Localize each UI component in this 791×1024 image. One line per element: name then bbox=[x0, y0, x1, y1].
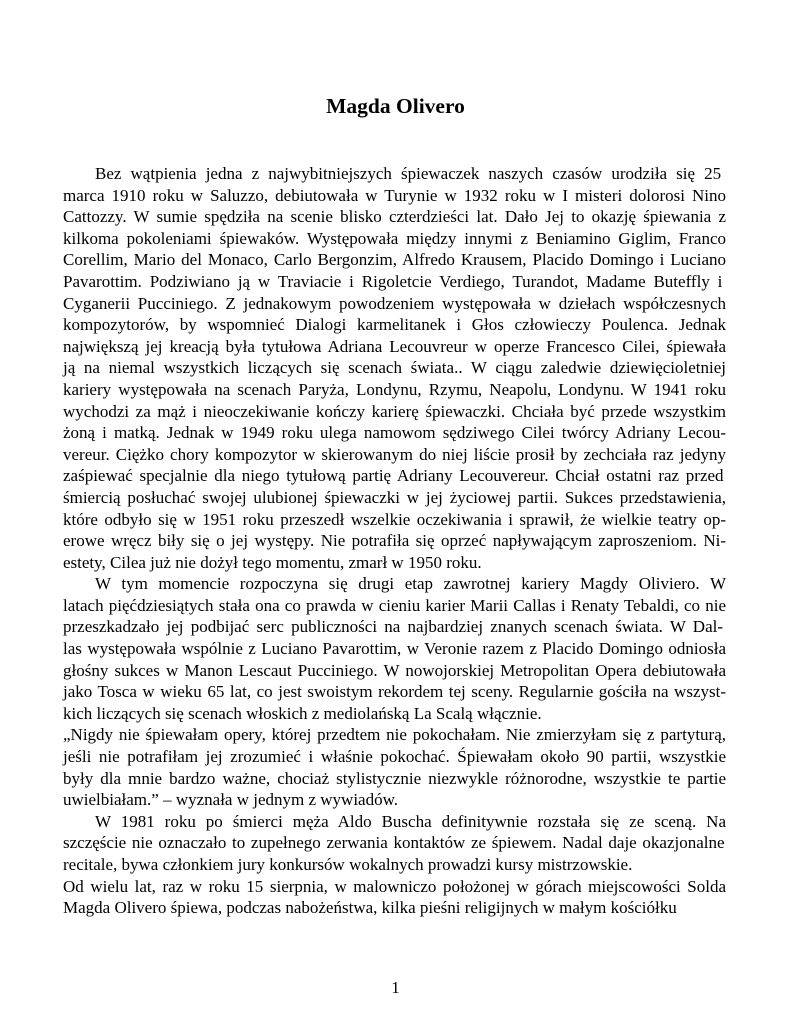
text-line: Magda Olivero śpiewa, podczas nabożeństwa, kilka pieśni religijnych w małym kościółku bbox=[63, 898, 677, 918]
text-line: jako Tosca w wieku 65 lat, co jest swoistym rekordem tej sceny. Regularnie gościła na wszyst- bbox=[63, 682, 726, 702]
text-line: Pavarottim. Podziwiano ją w Traviacie i Rigoletcie Verdiego, Turandot, Madame Buteffly i bbox=[63, 271, 723, 291]
text-line: szczęście nie oznaczało to zupełnego zerwania kontaktów ze śpiewem. Nadal daje okazjonalne bbox=[63, 833, 725, 853]
text-line: Cattozzy. W sumie spędziła na scenie blisko czterdzieści lat. Dało Jej to okazję śpiewania z bbox=[63, 207, 726, 227]
text-line: Od wielu lat, raz w roku 15 sierpnia, w malowniczo położonej w górach miejscowości Solda bbox=[63, 876, 726, 896]
text-line: W tym momencie rozpoczyna się drugi etap zawrotnej kariery Magdy Oliviero. W bbox=[95, 574, 726, 594]
text-line: kariery występowała na scenach Paryża, Londynu, Rzymu, Neapolu, Londynu. W 1941 roku bbox=[63, 379, 726, 399]
text-line: latach pięćdziesiątych stała ona co prawda w cieniu karier Marii Callas i Renaty Tebaldi, co nie bbox=[63, 595, 726, 615]
text-line: wychodzi za mąż i nieoczekiwanie kończy karierę śpiewaczki. Chciała być przede wszystkim bbox=[63, 401, 726, 421]
text-line: vereur. Ciężko chory kompozytor w skierowanym do niej liście prosił by zechciała raz jedyny bbox=[63, 444, 726, 464]
text-line: recitale, bywa członkiem jury konkursów wokalnych prowadzi kursy mistrzowskie. bbox=[63, 855, 633, 874]
text-line: las występowała wspólnie z Luciano Pavarottim, w Veronie razem z Placido Domingo odniosła bbox=[63, 639, 726, 659]
text-line: Corellim, Mario del Monaco, Carlo Bergonzim, Alfredo Krausem, Placido Domingo i Luciano bbox=[63, 250, 726, 270]
text-line: W 1981 roku po śmierci męża Aldo Buscha definitywnie rozstała się ze sceną. Na bbox=[95, 811, 726, 831]
text-line: kompozytorów, by wspomnieć Dialogi karmelitanek i Głos człowieczy Poulenca. Jednak bbox=[63, 315, 726, 335]
text-line: największą jej kreacją była tytułowa Adriana Lecouvreur w operze Francesco Cilei, śpiewała bbox=[63, 336, 726, 356]
text-line: jeśli nie potrafiłam jej zrozumieć i właśnie pokochać. Śpiewałam około 90 partii, wszystkie bbox=[63, 747, 726, 767]
text-line: uwielbiałam.” – wyznała w jednym z wywiadów. bbox=[63, 790, 399, 810]
text-line: marca 1910 roku w Saluzzo, debiutowała w Turynie w 1932 roku w I misteri dolorosi Nino bbox=[63, 185, 726, 205]
document-title: Magda Olivero bbox=[326, 94, 465, 118]
text-line: śmiercią posłuchać swojej ulubionej śpiewaczki w jej życiowej partii. Sukces przedstawienia, bbox=[63, 487, 726, 507]
text-line: kilkoma pokoleniami śpiewaków. Występowała między innymi z Beniamino Giglim, Franco bbox=[63, 228, 726, 248]
text-line: „Nigdy nie śpiewałam opery, której przedtem nie pokochałam. Nie zmierzyłam się z partyturą, bbox=[63, 725, 726, 745]
text-line: które odbyło się w 1951 roku przeszedł wszelkie oczekiwania i sprawił, że wielkie teatry op- bbox=[63, 509, 726, 529]
text-line: estety, Cilea już nie dożył tego momentu, zmarł w 1950 roku. bbox=[63, 552, 482, 572]
text-line: żoną i matką. Jednak w 1949 roku ulega namowom sędziwego Cilei twórcy Adriany Lecou- bbox=[63, 423, 726, 443]
text-line: głośny sukces w Manon Lescaut Pucciniego. W nowojorskiej Metropolitan Opera debiutowała bbox=[63, 660, 726, 680]
text-line: Bez wątpienia jedna z najwybitniejszych śpiewaczek naszych czasów urodziła się 25 bbox=[95, 164, 722, 183]
text-line: erowe wręcz biły się o jej występy. Nie potrafiła się oprzeć napływającym zaproszeniom. Ni- bbox=[63, 531, 726, 551]
text-line: ją na niemal wszystkich liczących się scenach świata.. W ciągu zaledwie dziewięcioletniej bbox=[63, 358, 726, 378]
body-text bbox=[63, 163, 726, 919]
text-line: zaśpiewać specjalnie dla niego tytułową partię Adriany Lecouvereur. Chciał ostatni raz przed bbox=[63, 466, 724, 486]
page-number: 1 bbox=[391, 978, 400, 997]
text-line: kich liczących się scenach włoskich z mediolańską La Scalą włącznie. bbox=[63, 703, 542, 723]
text-line: Cyganerii Pucciniego. Z jednakowym powodzeniem występowała w dziełach współczesnych bbox=[63, 293, 726, 313]
text-line: były dla mnie bardzo ważne, chociaż stylistycznie niezwykle różnorodne, wszystkie te partie bbox=[63, 768, 726, 788]
text-line: przeszkadzało jej podbijać serc publiczności na najbardziej znanych scenach świata. W Dal- bbox=[63, 617, 724, 637]
